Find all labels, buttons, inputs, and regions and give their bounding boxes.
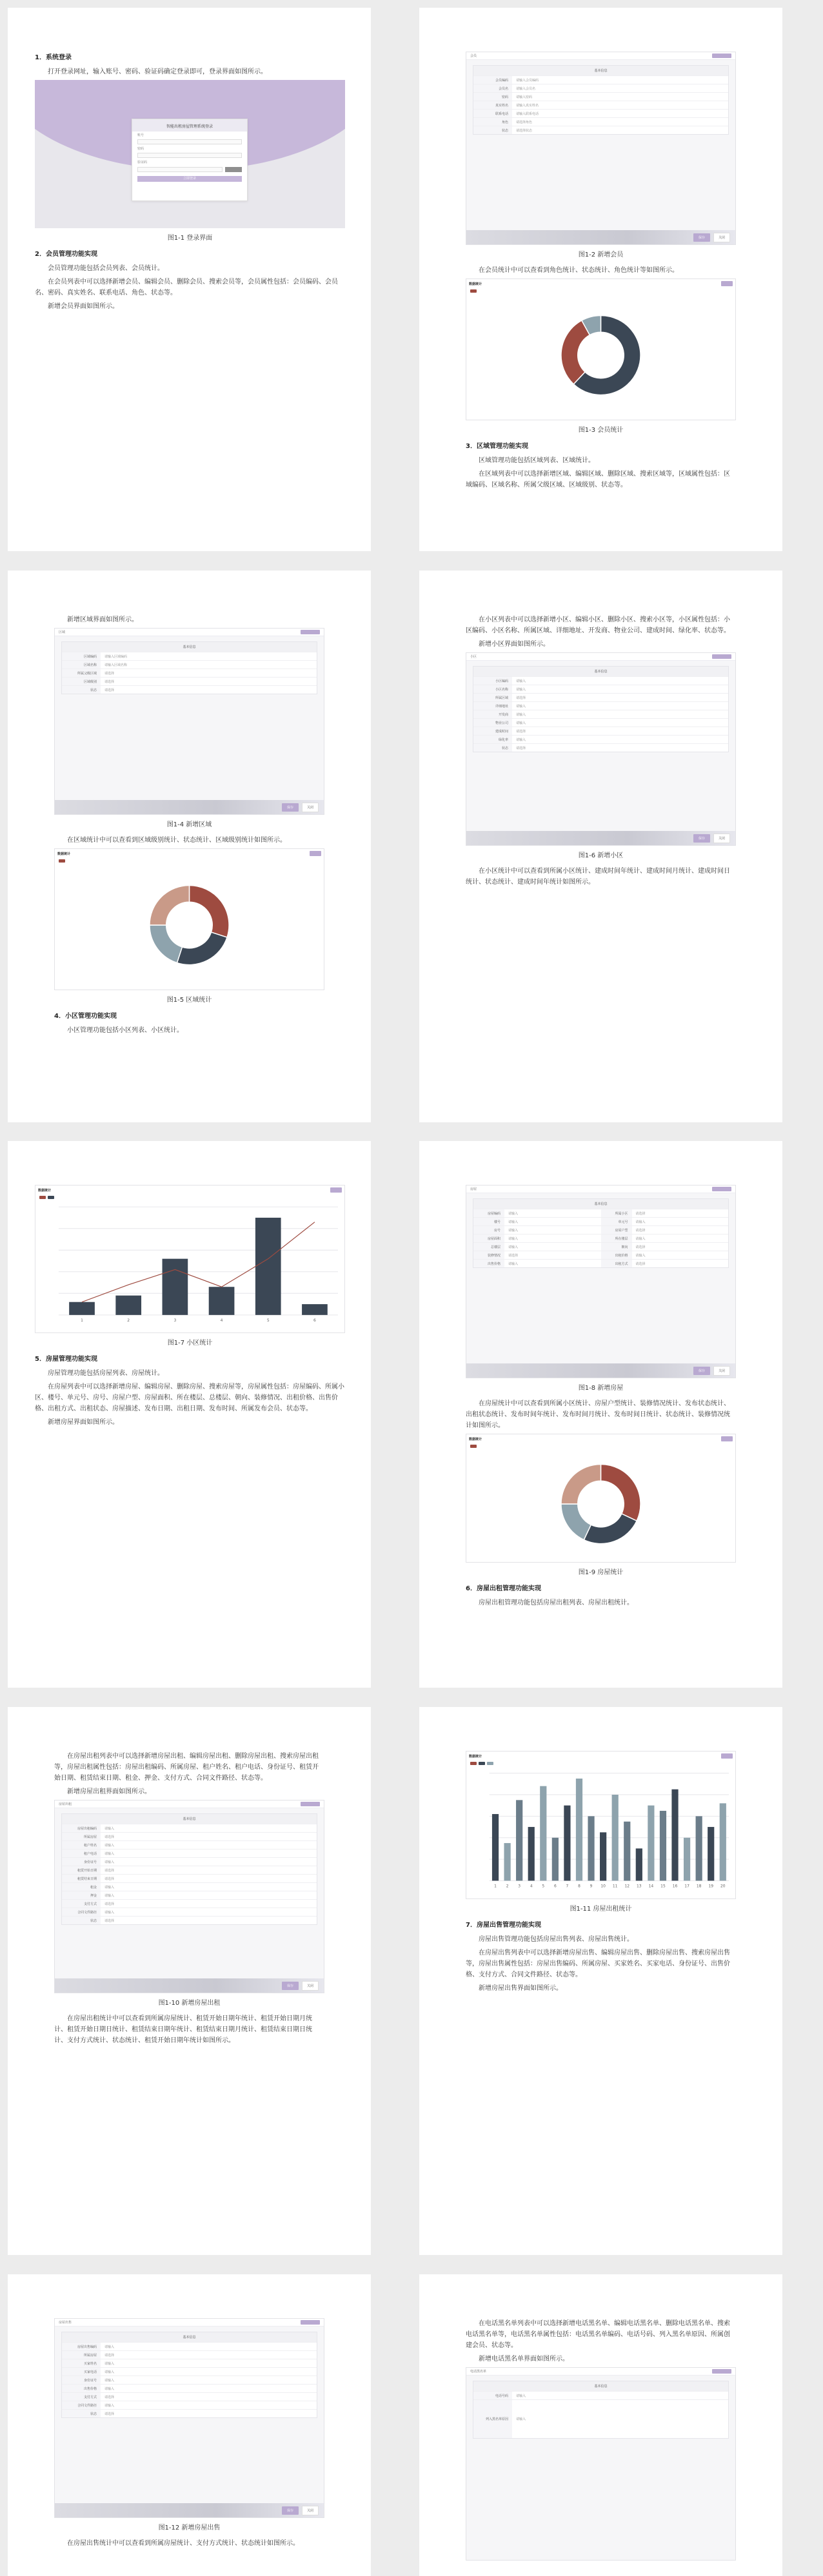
- pie-slice: [150, 885, 190, 925]
- x-tick-label: 13: [637, 1884, 642, 1889]
- bar: [648, 1806, 654, 1881]
- bar: [636, 1848, 642, 1880]
- x-tick-label: 18: [696, 1884, 702, 1889]
- login-screenshot: [35, 80, 345, 228]
- bar: [660, 1811, 666, 1880]
- login-box: 智能出租房屋管理系统登录 账号 密码 验证码 立即登录: [132, 119, 248, 201]
- x-tick-label: 2: [506, 1884, 509, 1889]
- doc-page-2: 会员 基本信息 会员编码 请输入会员编码 会员名 请输入会员名 密码 请输入密码 真实姓名 请输入真实姓名 联系电话 请输入联系电话 角色 请选择角色 状态 请选择状态 保存 关闭 图1-2 新增会员 在会员统计中可以查看到角色统计、状态统计、角色统计等如图所示。 数据统计 图1-3 会员统计 3．区域管理功能实现 区域管理功能包括区域列表、区域统计。 在区域列表中可以选择新增区域、编辑区域、删除区域、搜索区域等，区域属性包括：区域编码、区域名称、所属父级区域、区域级别、状态等。: [419, 8, 782, 551]
- bar: [671, 1790, 678, 1881]
- figure-caption: 图1-1 登录界面: [167, 235, 213, 242]
- doc-page-7: 在房屋出租列表中可以选择新增房屋出租、编辑房屋出租、删除房屋出租、搜索房屋出租等，房屋出租属性包括：房屋出租编码、所属房屋、租户姓名、租户电话、身份证号、租赁开始日期、租赁结束日期、租金、押金、支付方式、合同文件路径、状态等。 新增房屋出租界面如图所示。 房屋出租 基本信息 房屋出租编码 请输入 所属房屋 请选择 租户姓名 请输入 租户电话 请输入 身份证号 请输入 租赁开始日期 请选择 租赁结束日期 请选择 租金 请输入 押金 请输入 支付方式 请选择 合同文件路径 请输入 状态 请选择 保存 关闭 图1-10 新增房屋出租 在房屋出租统计中可以查看到所属房屋统计、租赁开始日期年统计、租赁开始日期月统计、租赁开始日期日统计、租赁结束日期年统计、租赁结束日期月统计、租赁结束日期日统计、支付方式统计、状态统计、租赁开始日期年统计如图所示。: [8, 1707, 371, 2255]
- x-tick-label: 5: [266, 1318, 270, 1323]
- doc-page-6: 房屋 基本信息 房屋编码 请输入 楼号 请输入 房号 请输入 房屋面积 请输入 总楼层 请输入 装修情况 请选择 出售价格 请输入 所属小区 请选择 单元号 请输入 房屋户型 请选择 所在楼层 请输入 朝向 请选择 出租价格 请输入 出租方式 请选择 保存 关闭 图1-8 新增房屋 在房屋统计中可以查看到所属小区统计、房屋户型统计、装修情况统计、发布状态统计、出租状态统计、发布时间年统计、发布时间月统计、发布时间日统计、状态统计、装修情况统计如图所示。 数据统计 图1-9 房屋统计 6．房屋出租管理功能实现 房屋出租管理功能包括房屋出租列表、房屋出租统计。: [419, 1141, 782, 1688]
- x-tick-label: 5: [542, 1884, 545, 1889]
- x-tick-label: 17: [684, 1884, 689, 1889]
- pie-slice: [601, 1464, 641, 1521]
- form-screenshot: 房屋出售 基本信息 房屋出售编码 请输入 所属房屋 请选择 买家姓名 请输入 买家电话 请输入 身份证号 请输入 出售价格 请输入 支付方式 请选择 合同文件路径 请输入 状态 请选择 保存 关闭: [54, 2318, 324, 2518]
- donut-chart: [466, 1449, 735, 1559]
- member-form: 基本信息 会员编码 请输入会员编码 会员名 请输入会员名 密码 请输入密码 真实姓名 请输入真实姓名 联系电话 请输入联系电话 角色 请选择角色 状态 请选择状态: [473, 65, 729, 135]
- pie-slice: [561, 1504, 591, 1540]
- section-title: 1．系统登录: [35, 54, 72, 61]
- x-tick-label: 9: [590, 1884, 593, 1889]
- x-tick-label: 8: [578, 1884, 580, 1889]
- bar-chart: [466, 1766, 735, 1895]
- close-button[interactable]: 关闭: [713, 233, 730, 242]
- bar: [115, 1296, 141, 1315]
- x-tick-label: 19: [708, 1884, 714, 1889]
- doc-page-5: 数据统计 1 2 3 4 5 6 图1-7 小区统计 5．房屋管理功能实现 房屋管理功能包括房屋列表、房屋统计。 在房屋列表中可以选择新增房屋、编辑房屋、删除房屋、搜索房屋等，房屋属性包括：房屋编码、所属小区、楼号、单元号、房号、房屋户型、房屋面积、所在楼层、总楼层、朝向、装修情况、出租价格、出售价格、出租方式、出租状态、房屋描述、发布日期、出租日期、发布时间、所属发布会员、状态等。 新增房屋界面如图所示。: [8, 1141, 371, 1688]
- chart-screenshot: 数据统计: [466, 1434, 736, 1563]
- pie-slice: [561, 1464, 601, 1504]
- bar: [255, 1218, 281, 1315]
- x-tick-label: 6: [313, 1318, 316, 1323]
- bar: [69, 1302, 95, 1315]
- bar: [564, 1806, 570, 1881]
- bar: [624, 1822, 630, 1881]
- login-title: 智能出租房屋管理系统登录: [132, 119, 247, 132]
- bar: [516, 1800, 522, 1880]
- bar: [612, 1795, 619, 1880]
- x-tick-label: 3: [174, 1318, 177, 1323]
- doc-page-3: 新增区域界面如图所示。 区域 基本信息 区域编码 请输入区域编码 区域名称 请输入区域名称 所属父级区域 请选择 区域级别 请选择 状态 请选择 保存 关闭 图1-4 新增区域 在区域统计中可以查看到区域级别统计、状态统计、区域级别统计如图所示。 数据统计 图1-5 区域统计 4．小区管理功能实现 小区管理功能包括小区列表、小区统计。: [8, 571, 371, 1122]
- bar: [492, 1814, 499, 1880]
- section-title: 2．会员管理功能实现: [35, 251, 97, 258]
- bar: [540, 1786, 546, 1881]
- save-button[interactable]: 保存: [693, 233, 710, 242]
- x-tick-label: 2: [127, 1318, 130, 1323]
- form-screenshot: 房屋 基本信息 房屋编码 请输入 楼号 请输入 房号 请输入 房屋面积 请输入 总楼层 请输入 装修情况 请选择 出售价格 请输入 所属小区 请选择 单元号 请输入 房屋户型 请选择 所在楼层 请输入 朝向 请选择 出租价格 请输入 出租方式 请选择 保存 关闭: [466, 1185, 736, 1378]
- search-button[interactable]: [721, 281, 733, 286]
- donut-chart: [55, 864, 324, 986]
- pie-slice: [190, 885, 230, 937]
- bar: [684, 1838, 690, 1881]
- x-tick-label: 7: [566, 1884, 569, 1889]
- form-screenshot: 小区 基本信息 小区编码 请输入 小区名称 请输入 所属区域 请选择 详细地址 请输入 开发商 请输入 物业公司 请输入 建成时间 请选择 绿化率 请输入 状态 请选择 保存 关闭: [466, 652, 736, 846]
- form-screenshot: 区域 基本信息 区域编码 请输入区域编码 区域名称 请输入区域名称 所属父级区域 请选择 区域级别 请选择 状态 请选择 保存 关闭: [54, 628, 324, 815]
- login-button[interactable]: 立即登录: [137, 176, 242, 182]
- doc-page-8: 数据统计 1 2 3 4 5 6 7 8 9 10 11 12 13 14 15 16 17 18 19 20 图1-11 房屋出租统计 7．房屋出售管理功能实现 房屋出售管理功能包括房屋出售列表、房屋出售统计。 在房屋出售列表中可以选择新增房屋出售、编辑房屋出售、删除房屋出售、搜索房屋出售等，房屋出售属性包括：房屋出售编码、所属房屋、买家姓名、买家电话、身份证号、出售价格、支付方式、合同文件路径、状态等。 新增房屋出售界面如图所示。: [419, 1707, 782, 2255]
- bar: [720, 1803, 726, 1880]
- password-field[interactable]: [137, 153, 242, 158]
- x-tick-label: 1: [81, 1318, 83, 1323]
- pie-slice: [177, 932, 227, 965]
- bar: [576, 1779, 582, 1880]
- form-screenshot: 会员 基本信息 会员编码 请输入会员编码 会员名 请输入会员名 密码 请输入密码 真实姓名 请输入真实姓名 联系电话 请输入联系电话 角色 请选择角色 状态 请选择状态 保存 关闭: [466, 52, 736, 245]
- doc-page-10: 在电话黑名单列表中可以选择新增电话黑名单、编辑电话黑名单、删除电话黑名单、搜索电话黑名单等，电话黑名单属性包括：电话黑名单编码、电话号码、列入黑名单原因、所属创建会员、状态等。 新增电话黑名单界面如图所示。 电话黑名单 基本信息 电话号码 请输入 列入黑名单原因 请输入: [419, 2274, 782, 2576]
- bar: [552, 1838, 559, 1881]
- x-tick-label: 15: [660, 1884, 666, 1889]
- pie-slice: [584, 1514, 637, 1543]
- chart-screenshot: 数据统计 1 2 3 4 5 6 7 8 9 10 11 12 13 14 15 16 17 18 19 20: [466, 1751, 736, 1899]
- x-tick-label: 4: [220, 1318, 223, 1323]
- bar: [696, 1816, 702, 1880]
- bar: [708, 1827, 714, 1880]
- chart-screenshot: 数据统计 1 2 3 4 5 6: [35, 1185, 345, 1333]
- x-tick-label: 20: [720, 1884, 726, 1889]
- x-tick-label: 4: [530, 1884, 533, 1889]
- bar: [163, 1259, 188, 1315]
- x-tick-label: 3: [518, 1884, 521, 1889]
- x-tick-label: 10: [600, 1884, 606, 1889]
- form-screenshot: 房屋出租 基本信息 房屋出租编码 请输入 所属房屋 请选择 租户姓名 请输入 租户电话 请输入 身份证号 请输入 租赁开始日期 请选择 租赁结束日期 请选择 租金 请输入 押金 请输入 支付方式 请选择 合同文件路径 请输入 状态 请选择 保存 关闭: [54, 1800, 324, 1993]
- x-tick-label: 6: [553, 1884, 557, 1889]
- bar: [600, 1832, 606, 1880]
- captcha-field[interactable]: [137, 167, 223, 172]
- chart-screenshot: 数据统计: [466, 278, 736, 420]
- bar: [588, 1816, 594, 1880]
- form-screenshot: 电话黑名单 基本信息 电话号码 请输入 列入黑名单原因 请输入: [466, 2367, 736, 2561]
- username-field[interactable]: [137, 139, 242, 144]
- paragraph: 打开登录网址，输入账号、密码、验证码确定登录即可，登录界面如图所示。: [48, 68, 267, 75]
- x-tick-label: 11: [612, 1884, 618, 1889]
- bar: [504, 1843, 510, 1880]
- x-tick-label: 14: [648, 1884, 654, 1889]
- bar: [302, 1304, 328, 1315]
- x-tick-label: 12: [624, 1884, 630, 1889]
- bar: [528, 1827, 535, 1880]
- donut-chart: [466, 294, 735, 416]
- chart-screenshot: 数据统计: [54, 848, 324, 990]
- doc-page-1: 1．系统登录 打开登录网址，输入账号、密码、验证码确定登录即可，登录界面如图所示。 智能出租房屋管理系统登录 账号 密码 验证码 立即登录 图1-1 登录界面 2．会员管理功能实现 会员管理功能包括会员列表、会员统计。 在会员列表中可以选择新增会员、编辑会员、删除会员、搜索会员等，会员属性包括：会员编码、会员名、密码、真实姓名、联系电话、角色、状态等。 新增会员界面如图所示。: [8, 8, 371, 551]
- x-tick-label: 16: [672, 1884, 678, 1889]
- doc-page-9: 房屋出售 基本信息 房屋出售编码 请输入 所属房屋 请选择 买家姓名 请输入 买家电话 请输入 身份证号 请输入 出售价格 请输入 支付方式 请选择 合同文件路径 请输入 状态 请选择 保存 关闭 图1-12 新增房屋出售 在房屋出售统计中可以查看到所属房屋统计、支付方式统计、状态统计如图所示。: [8, 2274, 371, 2576]
- bar: [209, 1287, 235, 1315]
- x-tick-label: 1: [494, 1884, 497, 1889]
- bar-chart: [35, 1200, 344, 1329]
- doc-page-4: 在小区列表中可以选择新增小区、编辑小区、删除小区、搜索小区等，小区属性包括：小区编码、小区名称、所属区域、详细地址、开发商、物业公司、建成时间、绿化率、状态等。 新增小区界面如图所示。 小区 基本信息 小区编码 请输入 小区名称 请输入 所属区域 请选择 详细地址 请输入 开发商 请输入 物业公司 请输入 建成时间 请选择 绿化率 请输入 状态 请选择 保存 关闭 图1-6 新增小区 在小区统计中可以查看到所属小区统计、建成时间年统计、建成时间月统计、建成时间日统计、状态统计、建成时间年统计如图所示。: [419, 571, 782, 1122]
- pie-slice: [150, 925, 183, 963]
- captcha-image[interactable]: [225, 167, 242, 172]
